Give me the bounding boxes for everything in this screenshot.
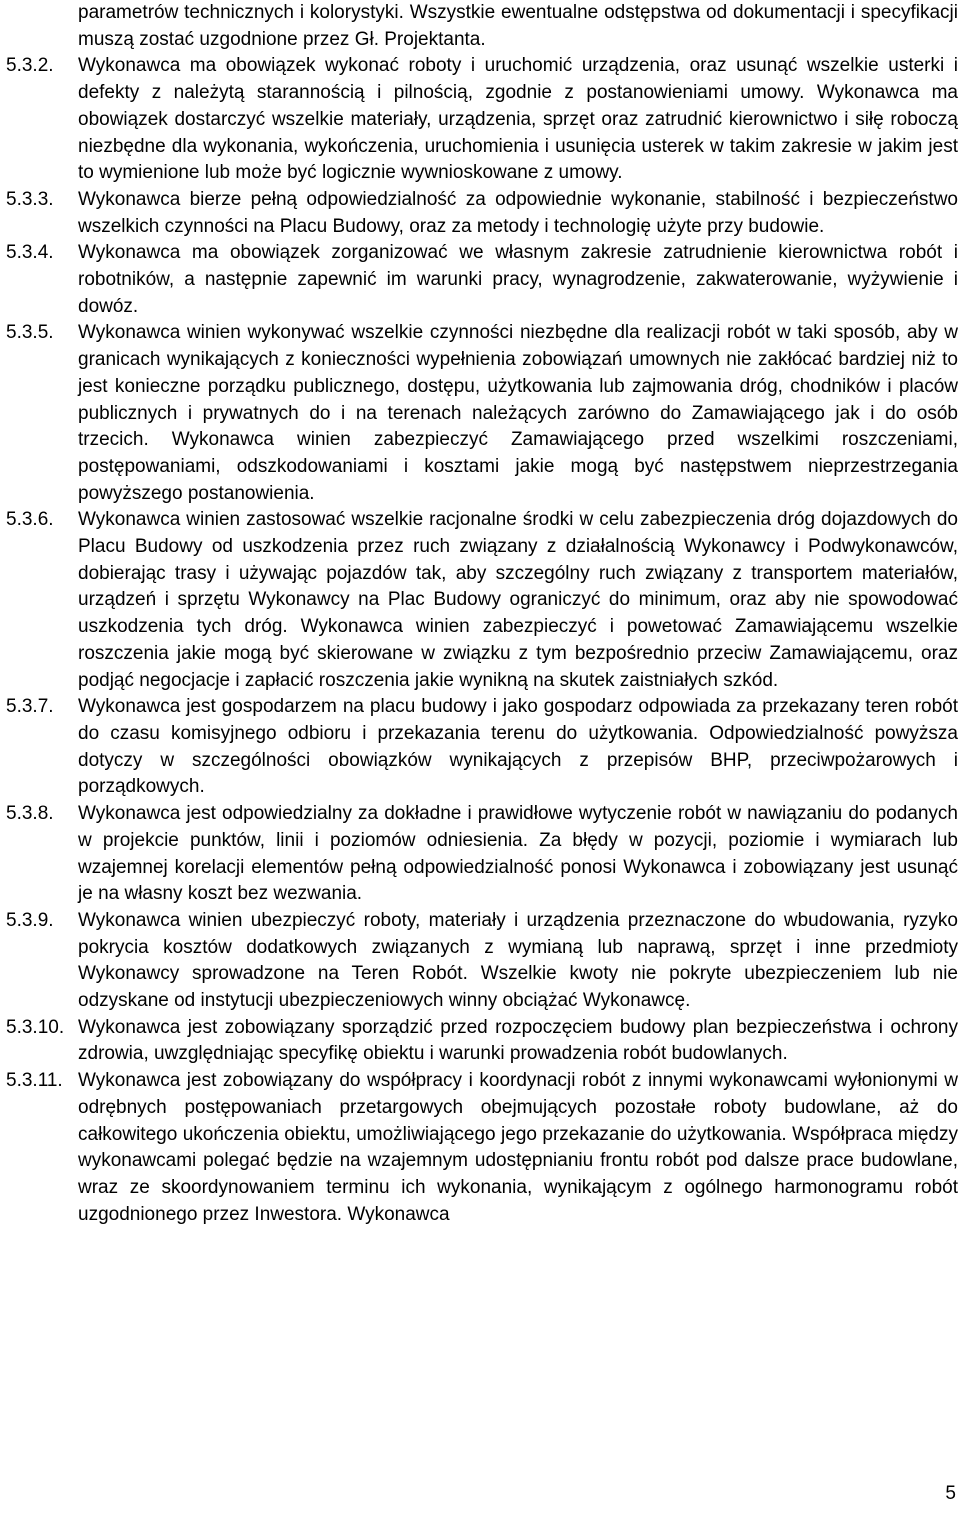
paragraph-number: 5.3.5.	[6, 322, 54, 344]
paragraph-5-3-4	[6, 240, 958, 320]
paragraph-text: Wykonawca jest zobowiązany sporządzić przed rozpoczęciem budowy plan bezpieczeństwa i ochrony zdrowia, uwzględniając specyfikę obiektu i warunki prowadzenia robót budowlanych.	[78, 1016, 958, 1065]
paragraph-5-3-3	[6, 187, 958, 240]
paragraph-5-3-5	[6, 320, 958, 507]
paragraph-number: 5.3.10.	[6, 1016, 65, 1038]
paragraph-5-3-8	[6, 801, 958, 908]
paragraph-text: Wykonawca winien zastosować wszelkie racjonalne środki w celu zabezpieczenia dróg dojazdowych do Placu Budowy od uszkodzenia przez ruch związany z działalnością Wykonawcy i Podwykonawców, dobierając trasy i używając pojazdów tak, aby szczególny ruch związany z transportem materiałów, urządzeń i sprzętu Wykonawcy na Plac Budowy ograniczyć do minimum, oraz aby nie spowodować uszkodzenia tych dróg. Wykonawca winien zabezpieczyć i powetować Zamawiającemu wszelkie roszczenia jakie mogą być skierowane w związku z tym bezpośrednio przeciw Zamawiającemu, oraz podjąć negocjacje i zapłacić roszczenia jakie wynikną na skutek zaistniałych szkód.	[78, 509, 958, 691]
paragraph-number: 5.3.6.	[6, 509, 54, 531]
intro-paragraph	[6, 0, 958, 53]
paragraph-number: 5.3.7.	[6, 696, 54, 718]
paragraph-number: 5.3.3.	[6, 188, 54, 210]
paragraph-5-3-9	[6, 908, 958, 1015]
paragraph-text: Wykonawca jest zobowiązany do współpracy i koordynacji robót z innymi wykonawcami wyłonionymi w odrębnych postępowaniach przetargowych obejmujących pozostałe roboty budowlane, aż do całkowitego ukończenia obiektu, umożliwiającego jego przekazanie do użytkowania. Współpraca między wykonawcami polegać będzie na wzajemnym udostępnianiu frontu robót pod dalsze prace budowlane, wraz ze skoordynowaniem terminu ich wykonania, wynikającym z ogólnego harmonogramu robót uzgodnionego przez Inwestora. Wykonawca	[78, 1070, 958, 1225]
paragraph-5-3-11	[6, 1068, 958, 1228]
paragraph-text: Wykonawca ma obowiązek zorganizować we własnym zakresie zatrudnienie kierownictwa robót i robotników, a następnie zapewnić im warunki pracy, wynagrodzenie, zakwaterowanie, wyżywienie i dowóz.	[78, 242, 958, 317]
paragraph-number: 5.3.2.	[6, 55, 54, 77]
paragraph-5-3-7	[6, 694, 958, 801]
paragraph-text: Wykonawca winien ubezpieczyć roboty, materiały i urządzenia przeznaczone do wbudowania, ryzyko pokrycia kosztów dodatkowych związanych z wymianą lub naprawą, sprzęt i inne przedmioty Wykonawcy sprowadzone na Teren Robót. Wszelkie kwoty nie pokryte ubezpieczeniem lub nie odzyskane od instytucji ubezpieczeniowych winny obciążać Wykonawcę.	[78, 909, 958, 1012]
page-number: 5	[945, 1483, 956, 1504]
paragraph-text: Wykonawca bierze pełną odpowiedzialność za odpowiednie wykonanie, stabilność i bezpieczeństwo wszelkich czynności na Placu Budowy, oraz za metody i technologię użyte przy budowie.	[78, 188, 958, 237]
paragraph-number: 5.3.8.	[6, 803, 54, 825]
document-body	[6, 0, 958, 1228]
paragraph-5-3-2	[6, 53, 958, 187]
paragraph-number: 5.3.11.	[6, 1070, 63, 1092]
paragraph-text: parametrów technicznych i kolorystyki. Wszystkie ewentualne odstępstwa od dokumentacji i specyfikacji muszą zostać uzgodnione przez Gł. Projektanta.	[78, 2, 958, 50]
paragraph-text: Wykonawca jest gospodarzem na placu budowy i jako gospodarz odpowiada za przekazany teren robót do czasu komisyjnego odbioru i przekazania terenu do użytkowania. Odpowiedzialność powyższa dotyczy w szczególności obowiązków wynikających z przepisów BHP, przeciwpożarowych i porządkowych.	[78, 696, 958, 798]
paragraph-text: Wykonawca winien wykonywać wszelkie czynności niezbędne dla realizacji robót w taki sposób, aby w granicach wynikających z konieczności wypełnienia zobowiązań umownych nie zakłócać bardziej niż to jest konieczne porządku publicznego, dostępu, użytkowania lub zajmowania dróg, chodników i placów publicznych i prywatnych do i na terenach należących zarówno do Zamawiającego jak i do osób trzecich. Wykonawca winien zabezpieczyć Zamawiającego przed wszelkimi roszczeniami, postępowaniami, odszkodowaniami i kosztami jakie mogą być następstwem nieprzestrzegania powyższego postanowienia.	[78, 322, 958, 504]
paragraph-number: 5.3.4.	[6, 242, 54, 264]
paragraph-text: Wykonawca jest odpowiedzialny za dokładne i prawidłowe wytyczenie robót w nawiązaniu do podanych w projekcie punktów, linii i poziomów odniesienia. Za błędy w pozycji, poziomie i wymiarach lub wzajemnej korelacji elementów pełną odpowiedzialność ponosi Wykonawca i zobowiązany jest usunąć je na własny koszt bez wezwania.	[78, 803, 958, 905]
paragraph-number: 5.3.9.	[6, 909, 54, 931]
paragraph-text: Wykonawca ma obowiązek wykonać roboty i uruchomić urządzenia, oraz usunąć wszelkie usterki i defekty z należytą starannością i pilnością, zgodnie z postanowieniami umowy. Wykonawca ma obowiązek dostarczyć wszelkie materiały, urządzenia, sprzęt oraz zatrudnić kierownictwo i siłę roboczą niezbędne dla wykonania, wykończenia, uruchomienia i usunięcia usterek w takim zakresie w jakim jest to wymienione lub może być logicznie wywnioskowane z umowy.	[78, 55, 958, 184]
paragraph-5-3-10	[6, 1015, 958, 1068]
paragraph-5-3-6	[6, 507, 958, 694]
